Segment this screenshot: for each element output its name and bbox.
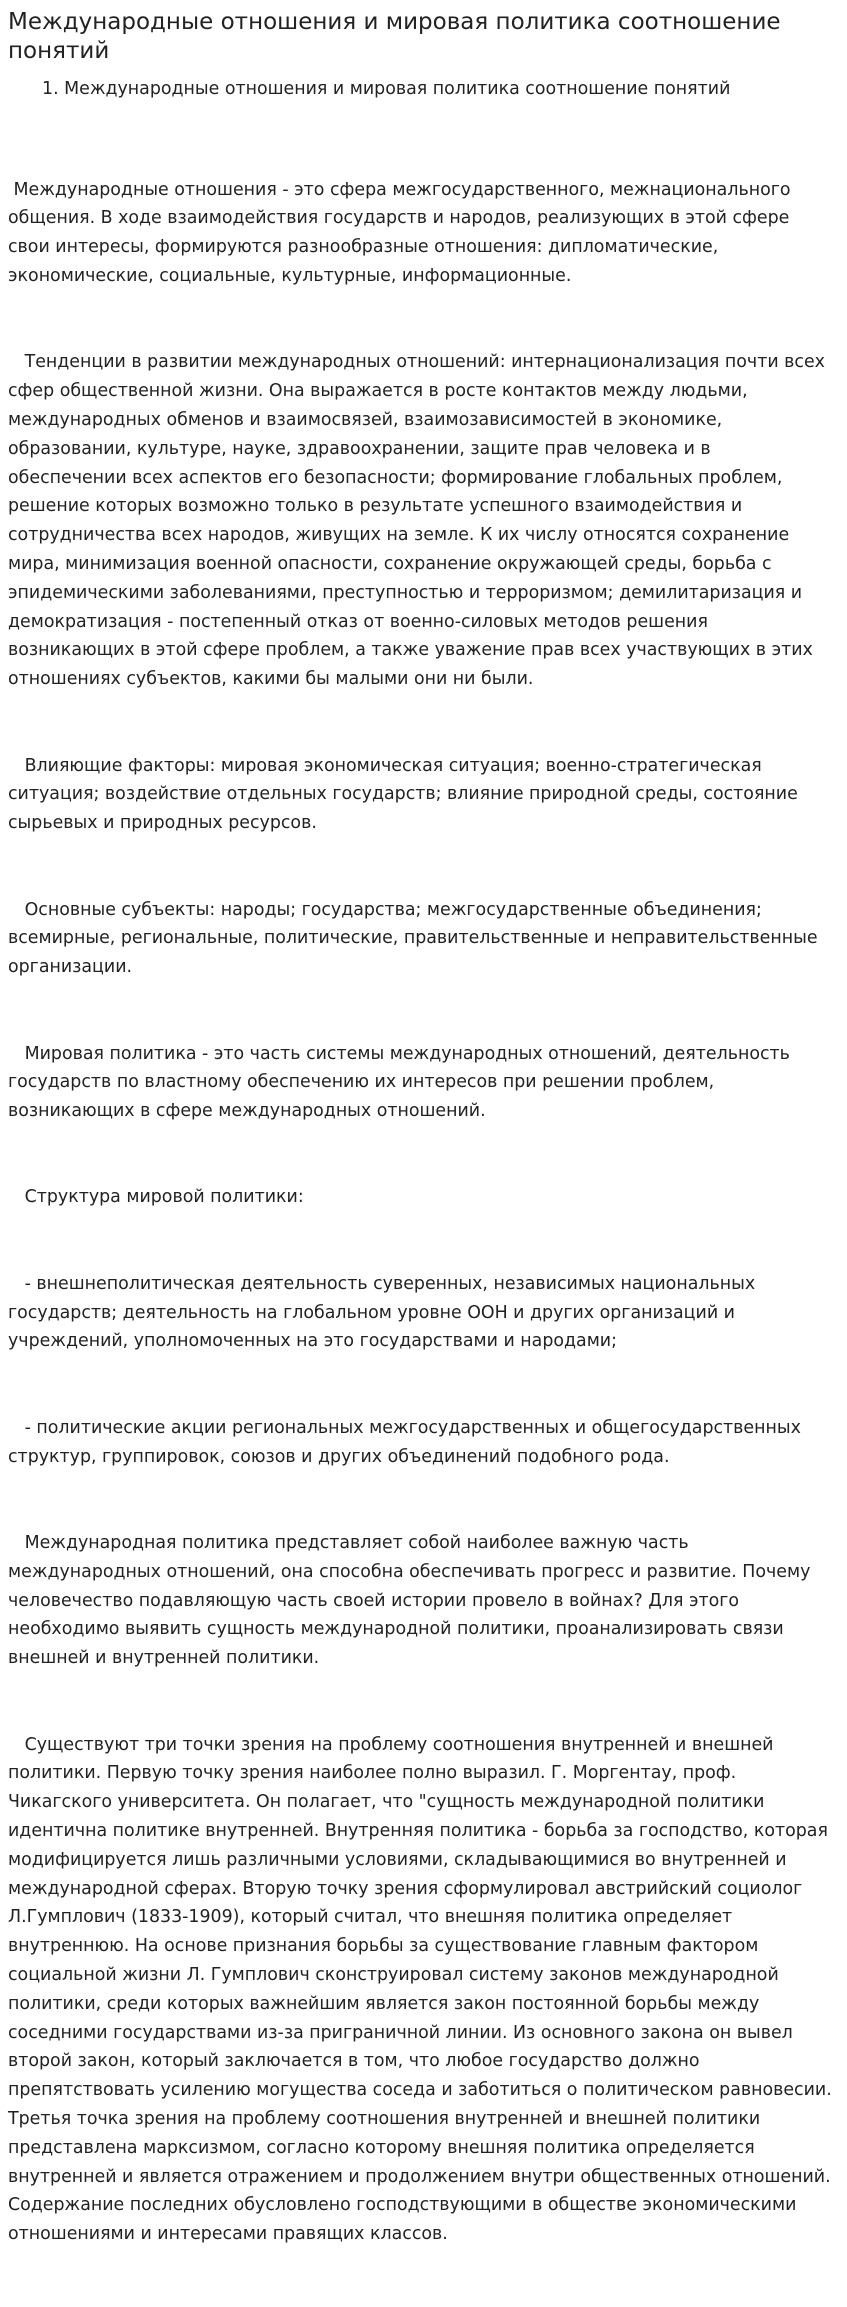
paragraph-trends: Тенденции в развитии международных отношений: интернационализация почти всех сфер общественной жизни. Она выражается в росте контактов между людьми, международных обменов и взаимосвязей, взаимозависимостей в экономике, образовании, культуре, науке, здравоохранении, защите прав человека и в обеспечении всех аспектов его безопасности; формирование глобальных проблем, решение которых возможно только в результате успешного взаимодействия и сотрудничества всех народов, живущих на земле. К их числу относятся сохранение мира, минимизация военной опасности, сохранение окружающей среды, борьба с эпидемическими заболеваниями, преступностью и терроризмом; демилитаризация и демократизация - постепенный отказ от военно-силовых методов решения возникающих в этой сфере проблем, а также уважение прав всех участвующих в этих отношениях субъектов, какими бы малыми они ни были. bbox=[8, 352, 831, 690]
article-body bbox=[8, 118, 838, 2307]
paragraph-definition: Международные отношения - это сфера межгосударственного, межнационального общения. В ходе взаимодействия государств и народов, реализующих в этой сфере свои интересы, формируются разнообразные отношения: дипломатические, экономические, социальные, культурные, информационные. bbox=[8, 179, 797, 286]
paragraph-international-politics: Международная политика представляет собой наиболее важную часть международных отношений, она способна обеспечивать прогресс и развитие. Почему человечество подавляющую часть своей истории провело в войнах? Для этого необходимо выявить сущность международной политики, проанализировать связи внешней и внутренней политики. bbox=[8, 1533, 816, 1669]
paragraph-structure-item-1: - внешнеполитическая деятельность суверенных, независимых национальных государств; деятельность на глобальном уровне ООН и других организаций и учреждений, уполномоченных на это государствами и народами; bbox=[8, 1273, 761, 1352]
paragraph-factors: Влияющие факторы: мировая экономическая ситуация; военно-стратегическая ситуация; воздействие отдельных государств; влияние природной среды, состояние сырьевых и природных ресурсов. bbox=[8, 755, 804, 834]
paragraph-structure-item-2: - политические акции региональных межгосударственных и общегосударственных структур, группировок, союзов и других объединений подобного рода. bbox=[8, 1417, 807, 1467]
paragraph-world-politics: Мировая политика - это часть системы международных отношений, деятельность государств по властному обеспечению их интересов при решении проблем, возникающих в сфере международных отношений. bbox=[8, 1043, 796, 1122]
paragraph-subjects: Основные субъекты: народы; государства; межгосударственные объединения; всемирные, региональные, политические, правительственные и неправительственные организации. bbox=[8, 899, 824, 978]
toc-item[interactable]: 1. Международные отношения и мировая политика соотношение понятий bbox=[42, 79, 731, 99]
paragraph-three-views: Существуют три точки зрения на проблему соотношения внутренней и внешней политики. Первую точку зрения наиболее полно выразил. Г. Моргентау, проф. Чикагского университета. Он полагает, что "сущность международной политики идентична политике внутренней. Внутренняя политика - борьба за господство, которая модифицируется лишь различными условиями, складывающимися во внутренней и международной сферах. Вторую точку зрения сформулировал австрийский социолог Л.Гумплович (1833-1909), который считал, что внешняя политика определяет внутреннюю. На основе признания борьбы за существование главным фактором социальной жизни Л. Гумплович сконструировал систему законов международной политики, среди которых важнейшим является закон постоянной борьбы между соседними государствами из-за приграничной линии. Из основного закона он вывел второй закон, который заключается в том, что любое государство должно препятствовать усилению могущества соседа и заботиться о политическом равновесии. Третья точка зрения на проблему соотношения внутренней и внешней политики представлена марксизмом, согласно которому внешняя политика определяется внутренней и является отражением и продолжением внутри общественных отношений. Содержание последних обусловлено господствующими в обществе экономическими отношениями и интересами правящих классов. bbox=[8, 1734, 838, 2245]
paragraph-structure-heading: Структура мировой политики: bbox=[8, 1187, 304, 1208]
page-title: Международные отношения и мировая политика соотношение понятий bbox=[8, 9, 781, 64]
table-of-contents bbox=[8, 78, 833, 100]
